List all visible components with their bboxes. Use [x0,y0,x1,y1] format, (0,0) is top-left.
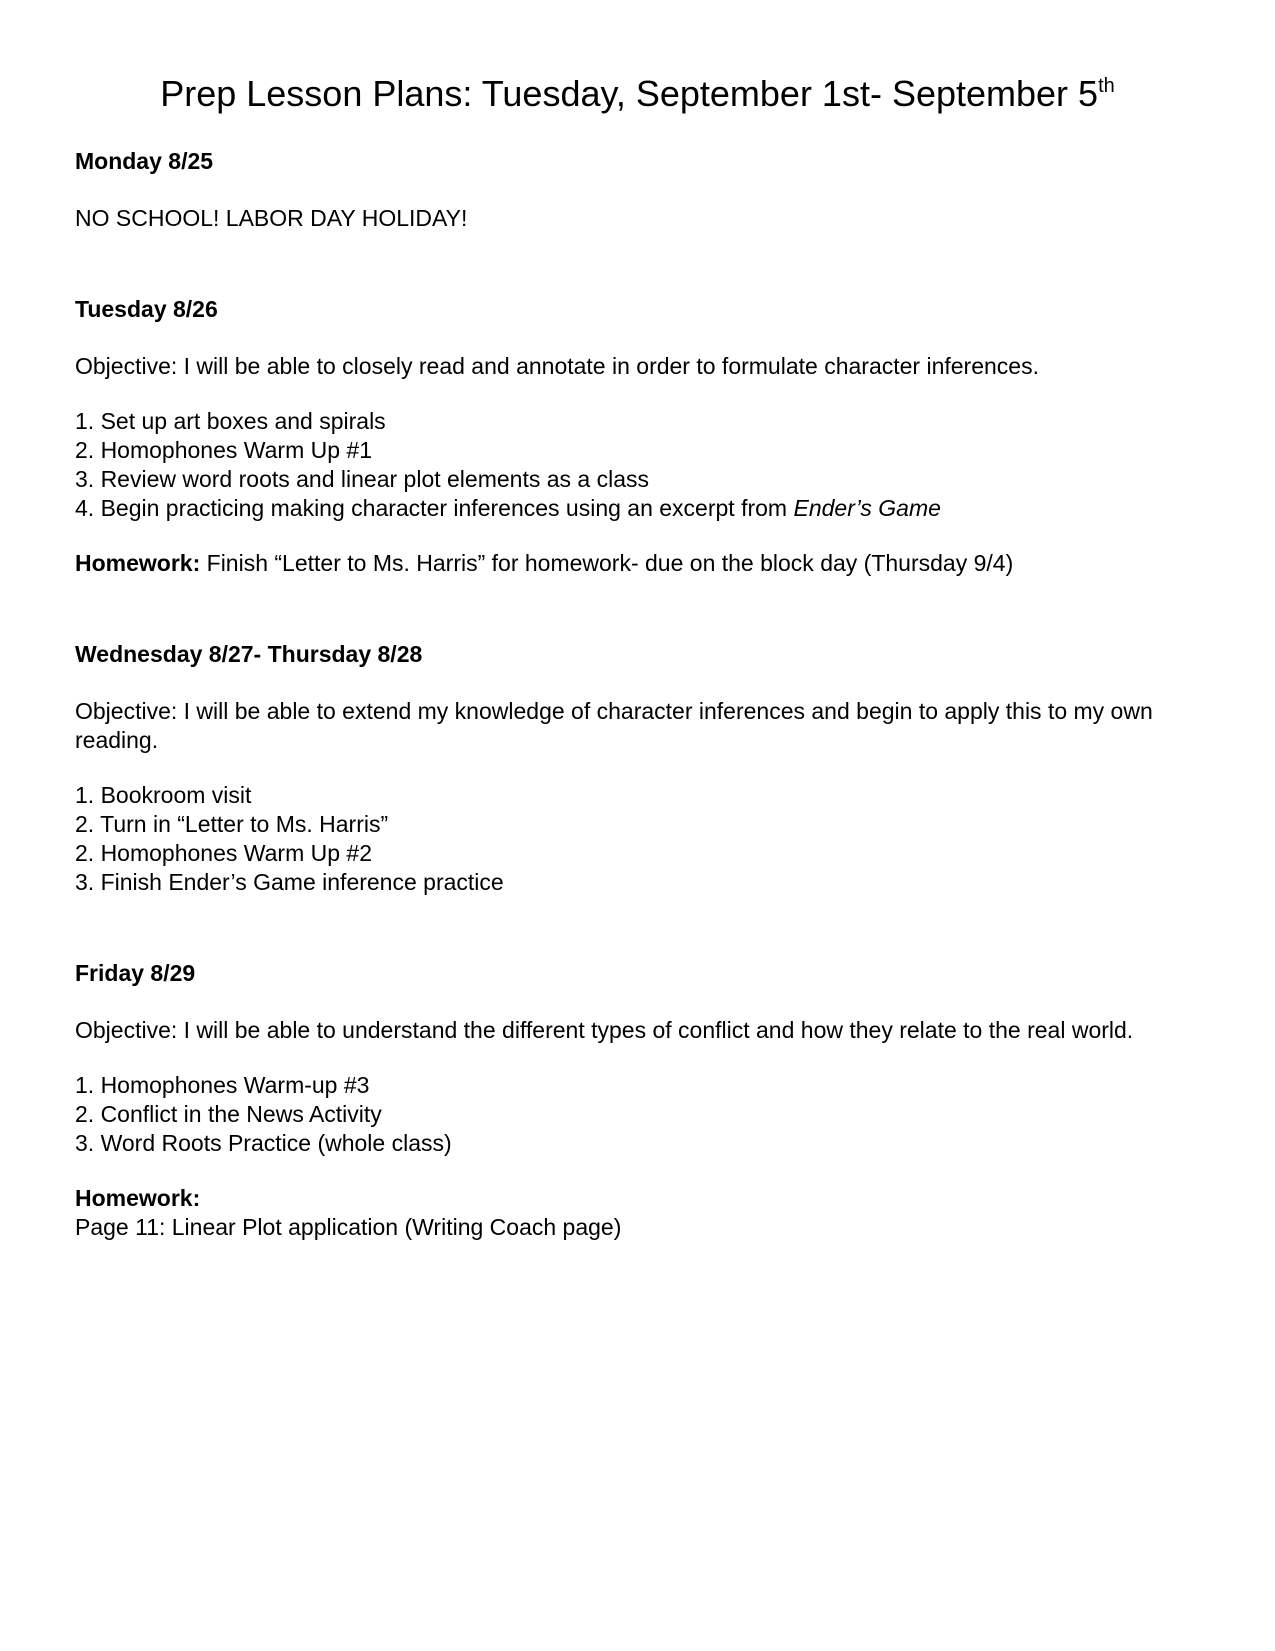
page-title [0,72,1275,116]
list-item [75,494,1195,523]
tuesday-heading: Tuesday 8/26 [75,296,218,322]
list-item: 2. Homophones Warm Up #2 [75,840,373,866]
monday-note: NO SCHOOL! LABOR DAY HOLIDAY! [75,205,468,231]
page-title-text: Prep Lesson Plans: Tuesday, September 1st- September 5 [160,73,1099,114]
homework-text: Finish “Letter to Ms. Harris” for homework- due on the block day (Thursday 9/4) [200,550,1014,576]
tuesday-homework [75,549,1195,578]
wednesday-objective: Objective: I will be able to extend my knowledge of character inferences and begin to apply this to my own reading. [75,698,1153,753]
wednesday-activity-list [75,781,1195,897]
list-item: 3. Review word roots and linear plot elements as a class [75,466,650,492]
list-item: 1. Bookroom visit [75,782,252,808]
friday-heading: Friday 8/29 [75,960,196,986]
list-item: 2. Turn in “Letter to Ms. Harris” [75,811,389,837]
list-item: 3. Finish Ender’s Game inference practice [75,869,504,895]
book-title: Ender’s Game [793,495,941,521]
friday-homework-label: Homework: [75,1185,201,1211]
list-item: 3. Word Roots Practice (whole class) [75,1130,452,1156]
friday-homework-text: Page 11: Linear Plot application (Writing Coach page) [75,1214,622,1240]
list-item: 1. Set up art boxes and spirals [75,408,386,434]
page-title-superscript: th [1098,75,1115,97]
list-item: 1. Homophones Warm-up #3 [75,1072,370,1098]
list-item-text: 4. Begin practicing making character inferences using an excerpt from [75,495,794,521]
lesson-plan-content [75,147,1195,1242]
list-item: 2. Homophones Warm Up #1 [75,437,373,463]
tuesday-objective: Objective: I will be able to closely read and annotate in order to formulate character inferences. [75,353,1039,379]
friday-objective: Objective: I will be able to understand the different types of conflict and how they relate to the real world. [75,1017,1134,1043]
homework-label: Homework: [75,550,201,576]
tuesday-activity-list [75,407,1195,523]
list-item: 2. Conflict in the News Activity [75,1101,382,1127]
friday-activity-list [75,1071,1195,1158]
wednesday-heading: Wednesday 8/27- Thursday 8/28 [75,641,423,667]
monday-heading: Monday 8/25 [75,148,214,174]
